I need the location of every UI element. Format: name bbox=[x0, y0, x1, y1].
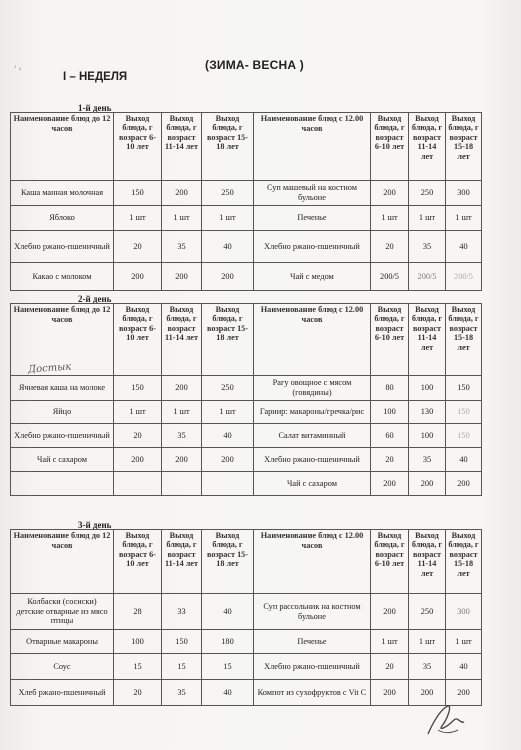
handwritten-note: Достык bbox=[27, 361, 72, 376]
portion-6-10: 20 bbox=[114, 424, 162, 448]
table-row bbox=[11, 680, 482, 706]
portion-11-14: 35 bbox=[162, 231, 202, 263]
col-header-name-before-12: Наименование блюд до 12 часов bbox=[11, 304, 114, 376]
week-title: I – НЕДЕЛЯ bbox=[63, 71, 128, 83]
portion-6-10: 20 bbox=[114, 231, 162, 263]
portion-6-10: 28 bbox=[114, 594, 162, 630]
portion-11-14: 200 bbox=[162, 376, 202, 401]
portion-6-10: 60 bbox=[371, 424, 409, 448]
portion-15-18: 40 bbox=[446, 654, 482, 680]
dish-name: Яблоко bbox=[11, 206, 114, 231]
table-row bbox=[11, 448, 482, 472]
dish-name: Суп рассольник на костном бульоне bbox=[254, 594, 371, 630]
portion-15-18: 180 bbox=[202, 630, 254, 654]
signature-mark bbox=[424, 700, 468, 740]
portion-6-10: 200 bbox=[371, 181, 409, 206]
portion-15-18: 40 bbox=[446, 231, 482, 263]
dish-name: Хлеб ржано-пшеничный bbox=[11, 680, 114, 706]
portion-6-10: 20 bbox=[371, 654, 409, 680]
day-1-table bbox=[10, 112, 482, 291]
portion-11-14: 200/5 bbox=[409, 263, 446, 291]
col-header-15-18: Выход блюда, г возраст 15-18 лет bbox=[202, 530, 254, 594]
dish-name: Чай с сахаром bbox=[11, 448, 114, 472]
portion-11-14: 35 bbox=[162, 680, 202, 706]
scan-marks: ‘ ‹ bbox=[14, 64, 22, 73]
portion-11-14: 35 bbox=[409, 448, 446, 472]
portion-11-14: 200 bbox=[162, 181, 202, 206]
portion-15-18: 150 bbox=[446, 424, 482, 448]
dish-name: Хлебно ржано-пшеничный bbox=[254, 231, 371, 263]
dish-name: Ячневая каша на молоке bbox=[11, 376, 114, 401]
dish-name: Соус bbox=[11, 654, 114, 680]
day-3-label: 3-й день bbox=[78, 520, 112, 530]
portion-15-18: 15 bbox=[202, 654, 254, 680]
table-row bbox=[11, 263, 482, 291]
portion-6-10: 20 bbox=[371, 231, 409, 263]
portion-6-10: 20 bbox=[371, 448, 409, 472]
table-row bbox=[11, 594, 482, 630]
table-row bbox=[11, 424, 482, 448]
dish-name: Гарнир: макароны/гречка/рис bbox=[254, 401, 371, 424]
dish-name: Печенье bbox=[254, 630, 371, 654]
col-header-name-before-12: Наименование блюд до 12 часов bbox=[11, 113, 114, 181]
portion-15-18: 200/5 bbox=[446, 263, 482, 291]
col-header-15-18: Выход блюда, г возраст 15-18 лет bbox=[202, 113, 254, 181]
portion-15-18: 1 шт bbox=[446, 206, 482, 231]
col-header-6-10: Выход блюда, г возраст 6-10 лет bbox=[371, 530, 409, 594]
table-row bbox=[11, 654, 482, 680]
portion-6-10: 200 bbox=[114, 448, 162, 472]
portion-15-18: 40 bbox=[202, 424, 254, 448]
portion-11-14: 1 шт bbox=[409, 206, 446, 231]
dish-name: Салат витаминный bbox=[254, 424, 371, 448]
col-header-6-10: Выход блюда, г возраст 6-10 лет bbox=[371, 113, 409, 181]
portion-6-10: 200/5 bbox=[371, 263, 409, 291]
portion-15-18: 250 bbox=[202, 181, 254, 206]
col-header-6-10: Выход блюда, г возраст 6-10 лет bbox=[114, 530, 162, 594]
portion-11-14: 35 bbox=[409, 654, 446, 680]
table-row bbox=[11, 472, 482, 496]
dish-name: Хлебно ржано-пшеничный bbox=[11, 424, 114, 448]
portion-6-10: 20 bbox=[114, 680, 162, 706]
dish-name: Хлебно ржано-пшеничный bbox=[11, 231, 114, 263]
portion-6-10: 200 bbox=[371, 472, 409, 496]
portion-6-10: 150 bbox=[114, 181, 162, 206]
dish-name: Яйцо bbox=[11, 401, 114, 424]
col-header-11-14: Выход блюда, г возраст 11-14 лет bbox=[162, 113, 202, 181]
portion-15-18: 1 шт bbox=[202, 401, 254, 424]
col-header-15-18: Выход блюда, г возраст 15-18 лет bbox=[446, 304, 482, 376]
portion-15-18: 40 bbox=[202, 231, 254, 263]
table-header-row bbox=[11, 530, 482, 594]
table-header-row bbox=[11, 304, 482, 376]
portion-6-10: 1 шт bbox=[114, 401, 162, 424]
portion-15-18 bbox=[202, 472, 254, 496]
portion-11-14: 1 шт bbox=[162, 206, 202, 231]
portion-11-14: 1 шт bbox=[409, 630, 446, 654]
table-row bbox=[11, 206, 482, 231]
portion-15-18: 200 bbox=[202, 448, 254, 472]
season-title: (ЗИМА- ВЕСНА ) bbox=[205, 58, 304, 72]
portion-6-10: 150 bbox=[114, 376, 162, 401]
portion-6-10: 1 шт bbox=[371, 206, 409, 231]
dish-name: Колбаски (сосиски) детские отварные из мясо птицы bbox=[11, 594, 114, 630]
portion-11-14: 250 bbox=[409, 181, 446, 206]
col-header-11-14: Выход блюда, г возраст 11-14 лет bbox=[162, 530, 202, 594]
portion-11-14: 33 bbox=[162, 594, 202, 630]
portion-15-18: 200 bbox=[446, 472, 482, 496]
dish-name: Какао с молоком bbox=[11, 263, 114, 291]
col-header-11-14: Выход блюда, г возраст 11-14 лет bbox=[409, 530, 446, 594]
col-header-11-14: Выход блюда, г возраст 11-14 лет bbox=[162, 304, 202, 376]
col-header-name-after-12: Наименование блюд с 12.00 часов bbox=[254, 530, 371, 594]
portion-15-18: 250 bbox=[202, 376, 254, 401]
day-2-table bbox=[10, 303, 482, 496]
portion-15-18: 1 шт bbox=[202, 206, 254, 231]
portion-15-18: 1 шт bbox=[446, 630, 482, 654]
dish-name: Печенье bbox=[254, 206, 371, 231]
portion-11-14: 1 шт bbox=[162, 401, 202, 424]
day-1-label: 1-й день bbox=[78, 103, 112, 113]
portion-11-14: 35 bbox=[162, 424, 202, 448]
portion-6-10: 200 bbox=[371, 594, 409, 630]
portion-6-10: 15 bbox=[114, 654, 162, 680]
dish-name: Хлебно ржано-пшеничный bbox=[254, 448, 371, 472]
dish-name bbox=[11, 472, 114, 496]
dish-name: Отварные макароны bbox=[11, 630, 114, 654]
portion-6-10: 1 шт bbox=[114, 206, 162, 231]
portion-11-14: 200 bbox=[162, 448, 202, 472]
portion-6-10: 100 bbox=[371, 401, 409, 424]
portion-15-18: 200 bbox=[202, 263, 254, 291]
portion-11-14: 35 bbox=[409, 231, 446, 263]
portion-15-18: 150 bbox=[446, 401, 482, 424]
dish-name: Хлебно ржано-пшеничный bbox=[254, 654, 371, 680]
portion-15-18: 300 bbox=[446, 181, 482, 206]
day-2-label: 2-й день bbox=[78, 294, 112, 304]
col-header-6-10: Выход блюда, г возраст 6-10 лет bbox=[114, 304, 162, 376]
day-3-table bbox=[10, 529, 482, 706]
portion-15-18: 40 bbox=[446, 448, 482, 472]
table-row bbox=[11, 401, 482, 424]
portion-11-14: 100 bbox=[409, 424, 446, 448]
portion-11-14: 15 bbox=[162, 654, 202, 680]
portion-6-10: 100 bbox=[114, 630, 162, 654]
portion-6-10: 200 bbox=[371, 680, 409, 706]
portion-11-14 bbox=[162, 472, 202, 496]
portion-11-14: 130 bbox=[409, 401, 446, 424]
portion-15-18: 150 bbox=[446, 376, 482, 401]
dish-name: Компот из сухофруктов с Vit C bbox=[254, 680, 371, 706]
portion-15-18: 300 bbox=[446, 594, 482, 630]
portion-11-14: 100 bbox=[409, 376, 446, 401]
portion-15-18: 200 bbox=[446, 680, 482, 706]
portion-11-14: 250 bbox=[409, 594, 446, 630]
portion-11-14: 200 bbox=[409, 680, 446, 706]
col-header-11-14: Выход блюда, г возраст 11-14 лет bbox=[409, 304, 446, 376]
portion-11-14: 200 bbox=[409, 472, 446, 496]
dish-name: Рагу овощное с мясом (говядины) bbox=[254, 376, 371, 401]
col-header-6-10: Выход блюда, г возраст 6-10 лет bbox=[371, 304, 409, 376]
col-header-name-after-12: Наименование блюд с 12.00 часов bbox=[254, 113, 371, 181]
portion-6-10: 200 bbox=[114, 263, 162, 291]
portion-15-18: 40 bbox=[202, 594, 254, 630]
dish-name: Каша манная молочная bbox=[11, 181, 114, 206]
table-header-row bbox=[11, 113, 482, 181]
portion-15-18: 40 bbox=[202, 680, 254, 706]
col-header-11-14: Выход блюда, г возраст 11-14 лет bbox=[409, 113, 446, 181]
dish-name: Чай с медом bbox=[254, 263, 371, 291]
table-row bbox=[11, 231, 482, 263]
col-header-15-18: Выход блюда, г возраст 15-18 лет bbox=[202, 304, 254, 376]
table-row bbox=[11, 181, 482, 206]
col-header-name-after-12: Наименование блюд с 12.00 часов bbox=[254, 304, 371, 376]
portion-6-10: 1 шт bbox=[371, 630, 409, 654]
col-header-name-before-12: Наименование блюд до 12 часов bbox=[11, 530, 114, 594]
col-header-15-18: Выход блюда, г возраст 15-18 лет bbox=[446, 530, 482, 594]
dish-name: Чай с сахаром bbox=[254, 472, 371, 496]
portion-11-14: 150 bbox=[162, 630, 202, 654]
col-header-15-18: Выход блюда, г возраст 15-18 лет bbox=[446, 113, 482, 181]
col-header-6-10: Выход блюда, г возраст 6-10 лет bbox=[114, 113, 162, 181]
table-row bbox=[11, 376, 482, 401]
portion-11-14: 200 bbox=[162, 263, 202, 291]
portion-6-10: 80 bbox=[371, 376, 409, 401]
portion-6-10 bbox=[114, 472, 162, 496]
table-row bbox=[11, 630, 482, 654]
dish-name: Суп машевый на костном бульоне bbox=[254, 181, 371, 206]
